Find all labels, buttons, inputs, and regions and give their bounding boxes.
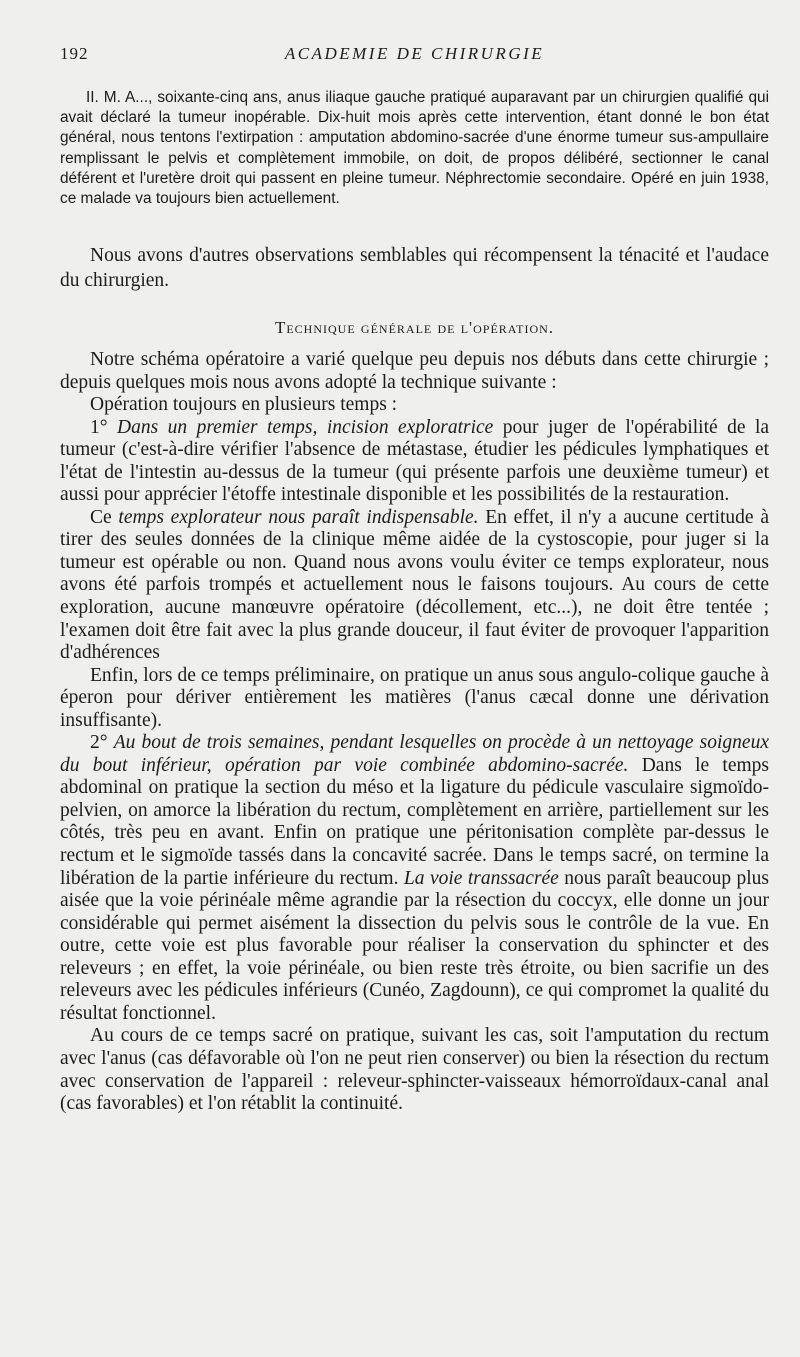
section-title: Technique générale de l'opération.	[274, 318, 555, 337]
paragraph-step-2	[60, 732, 769, 1025]
emphasis: Dans un premier temps, incision exploratrice	[117, 416, 494, 438]
emphasis: La voie transsacrée	[403, 867, 559, 889]
emphasis: Au bout de trois semaines, pendant lesquelles on procède à un nettoyage soigneux du bout inférieur, opération par voie combinée abdomino-sacrée.	[60, 732, 769, 776]
section-heading	[60, 318, 769, 338]
article-body	[60, 349, 769, 1116]
step-number: 2°	[90, 732, 108, 754]
paragraph-step-1	[60, 417, 769, 507]
page-number: 192	[60, 44, 89, 63]
paragraph	[60, 507, 769, 665]
paragraph-text: Ce	[90, 506, 112, 528]
paragraph-text: En effet, il n'y a aucune certitude à tirer des seules données de la clinique même aidée de la cystoscopie, pour juger si la tumeur est opérable ou non. Quand nous avons voulu éviter ce temps explorateur, nous avons été parfois trompés et actuellement nous le faisons toujours. Au cours de cette exploration, aucune manœuvre opératoire (décollement, etc...), ne doit être tentée ; l'examen doit être fait avec la plus grande douceur, il faut éviter de provoquer l'apparition d'adhérences	[60, 506, 769, 664]
page-header	[60, 44, 769, 68]
intro-text: Nous avons d'autres observations semblables qui récompensent la ténacité et l'audace du chirurgien.	[60, 245, 769, 291]
running-title: ACADEMIE DE CHIRURGIE	[284, 44, 545, 63]
case-report	[60, 88, 769, 209]
case-report-text: II. M. A..., soixante-cinq ans, anus iliaque gauche pratiqué auparavant par un chirurgien qualifié qui avait déclaré la tumeur inopérable. Dix-huit mois après cette intervention, étant donné le bon état général, nous tentons l'extirpation : amputation abdomino-sacrée d'une énorme tumeur sus-ampullaire remplissant le pelvis et complètement immobile, on doit, de propos délibéré, sectionner le canal déférent et l'uretère droit qui passent en pleine tumeur. Néphrectomie secondaire. Opéré en juin 1938, ce malade va toujours bien actuellement.	[60, 89, 769, 208]
paragraph: Notre schéma opératoire a varié quelque peu depuis nos débuts dans cette chirurgie ; depuis quelques mois nous avons adopté la technique suivante :	[60, 349, 769, 393]
paragraph-text: pour juger de l'opérabilité de la tumeur (c'est-à-dire vérifier l'absence de métastase, étudier les pédicules lymphatiques et l'état de l'intestin au-dessus de la tumeur (qui présente parfois une deuxième tumeur) et aussi pour apprécier l'étoffe intestinale disponible et les possibilités de la restauration.	[60, 416, 770, 506]
paragraph: Opération toujours en plusieurs temps :	[90, 394, 398, 416]
emphasis: temps explorateur nous paraît indispensable.	[118, 506, 479, 528]
paragraph: Enfin, lors de ce temps préliminaire, on pratique un anus sous angulo-colique gauche à éperon pour dériver entièrement les matières (l'anus cæcal donne une dérivation insuffisante).	[60, 664, 769, 731]
step-number: 1°	[90, 416, 108, 438]
intro-paragraph	[60, 243, 769, 293]
paragraph-text: nous paraît beaucoup plus aisée que la voie périnéale même agrandie par la résection du coccyx, elle donne un jour considérable qui permet aisément la dissection du pelvis sous le contrôle de la vue. En outre, cette voie est plus favorable pour réaliser la conservation du sphincter et des releveurs ; en effet, la voie périnéale, ou bien reste très étroite, ou bien sacrifie un des releveurs avec les pédicules inférieurs (Cunéo, Zagdounn), ce qui compromet la qualité du résultat fonctionnel.	[60, 867, 770, 1024]
paragraph: Au cours de ce temps sacré on pratique, suivant les cas, soit l'amputation du rectum avec l'anus (cas défavorable où l'on ne peut rien conserver) ou bien la résection du rectum avec conservation de l'appareil : releveur-sphincter-vaisseaux hémorroïdaux-canal anal (cas favorables) et l'on rétablit la continuité.	[60, 1025, 769, 1115]
paragraph-text: Dans le temps abdominal on pratique la section du méso et la ligature du pédicule vasculaire sigmoïdo-pelvien, on amorce la libération du rectum, complètement en arrière, partiellement sur les côtés, très peu en avant. Enfin on pratique une péritonisation complète par-dessus le rectum et le sigmoïde tassés dans la concavité sacrée. Dans le temps sacré, on termine la libération de la partie inférieure du rectum.	[60, 754, 769, 889]
